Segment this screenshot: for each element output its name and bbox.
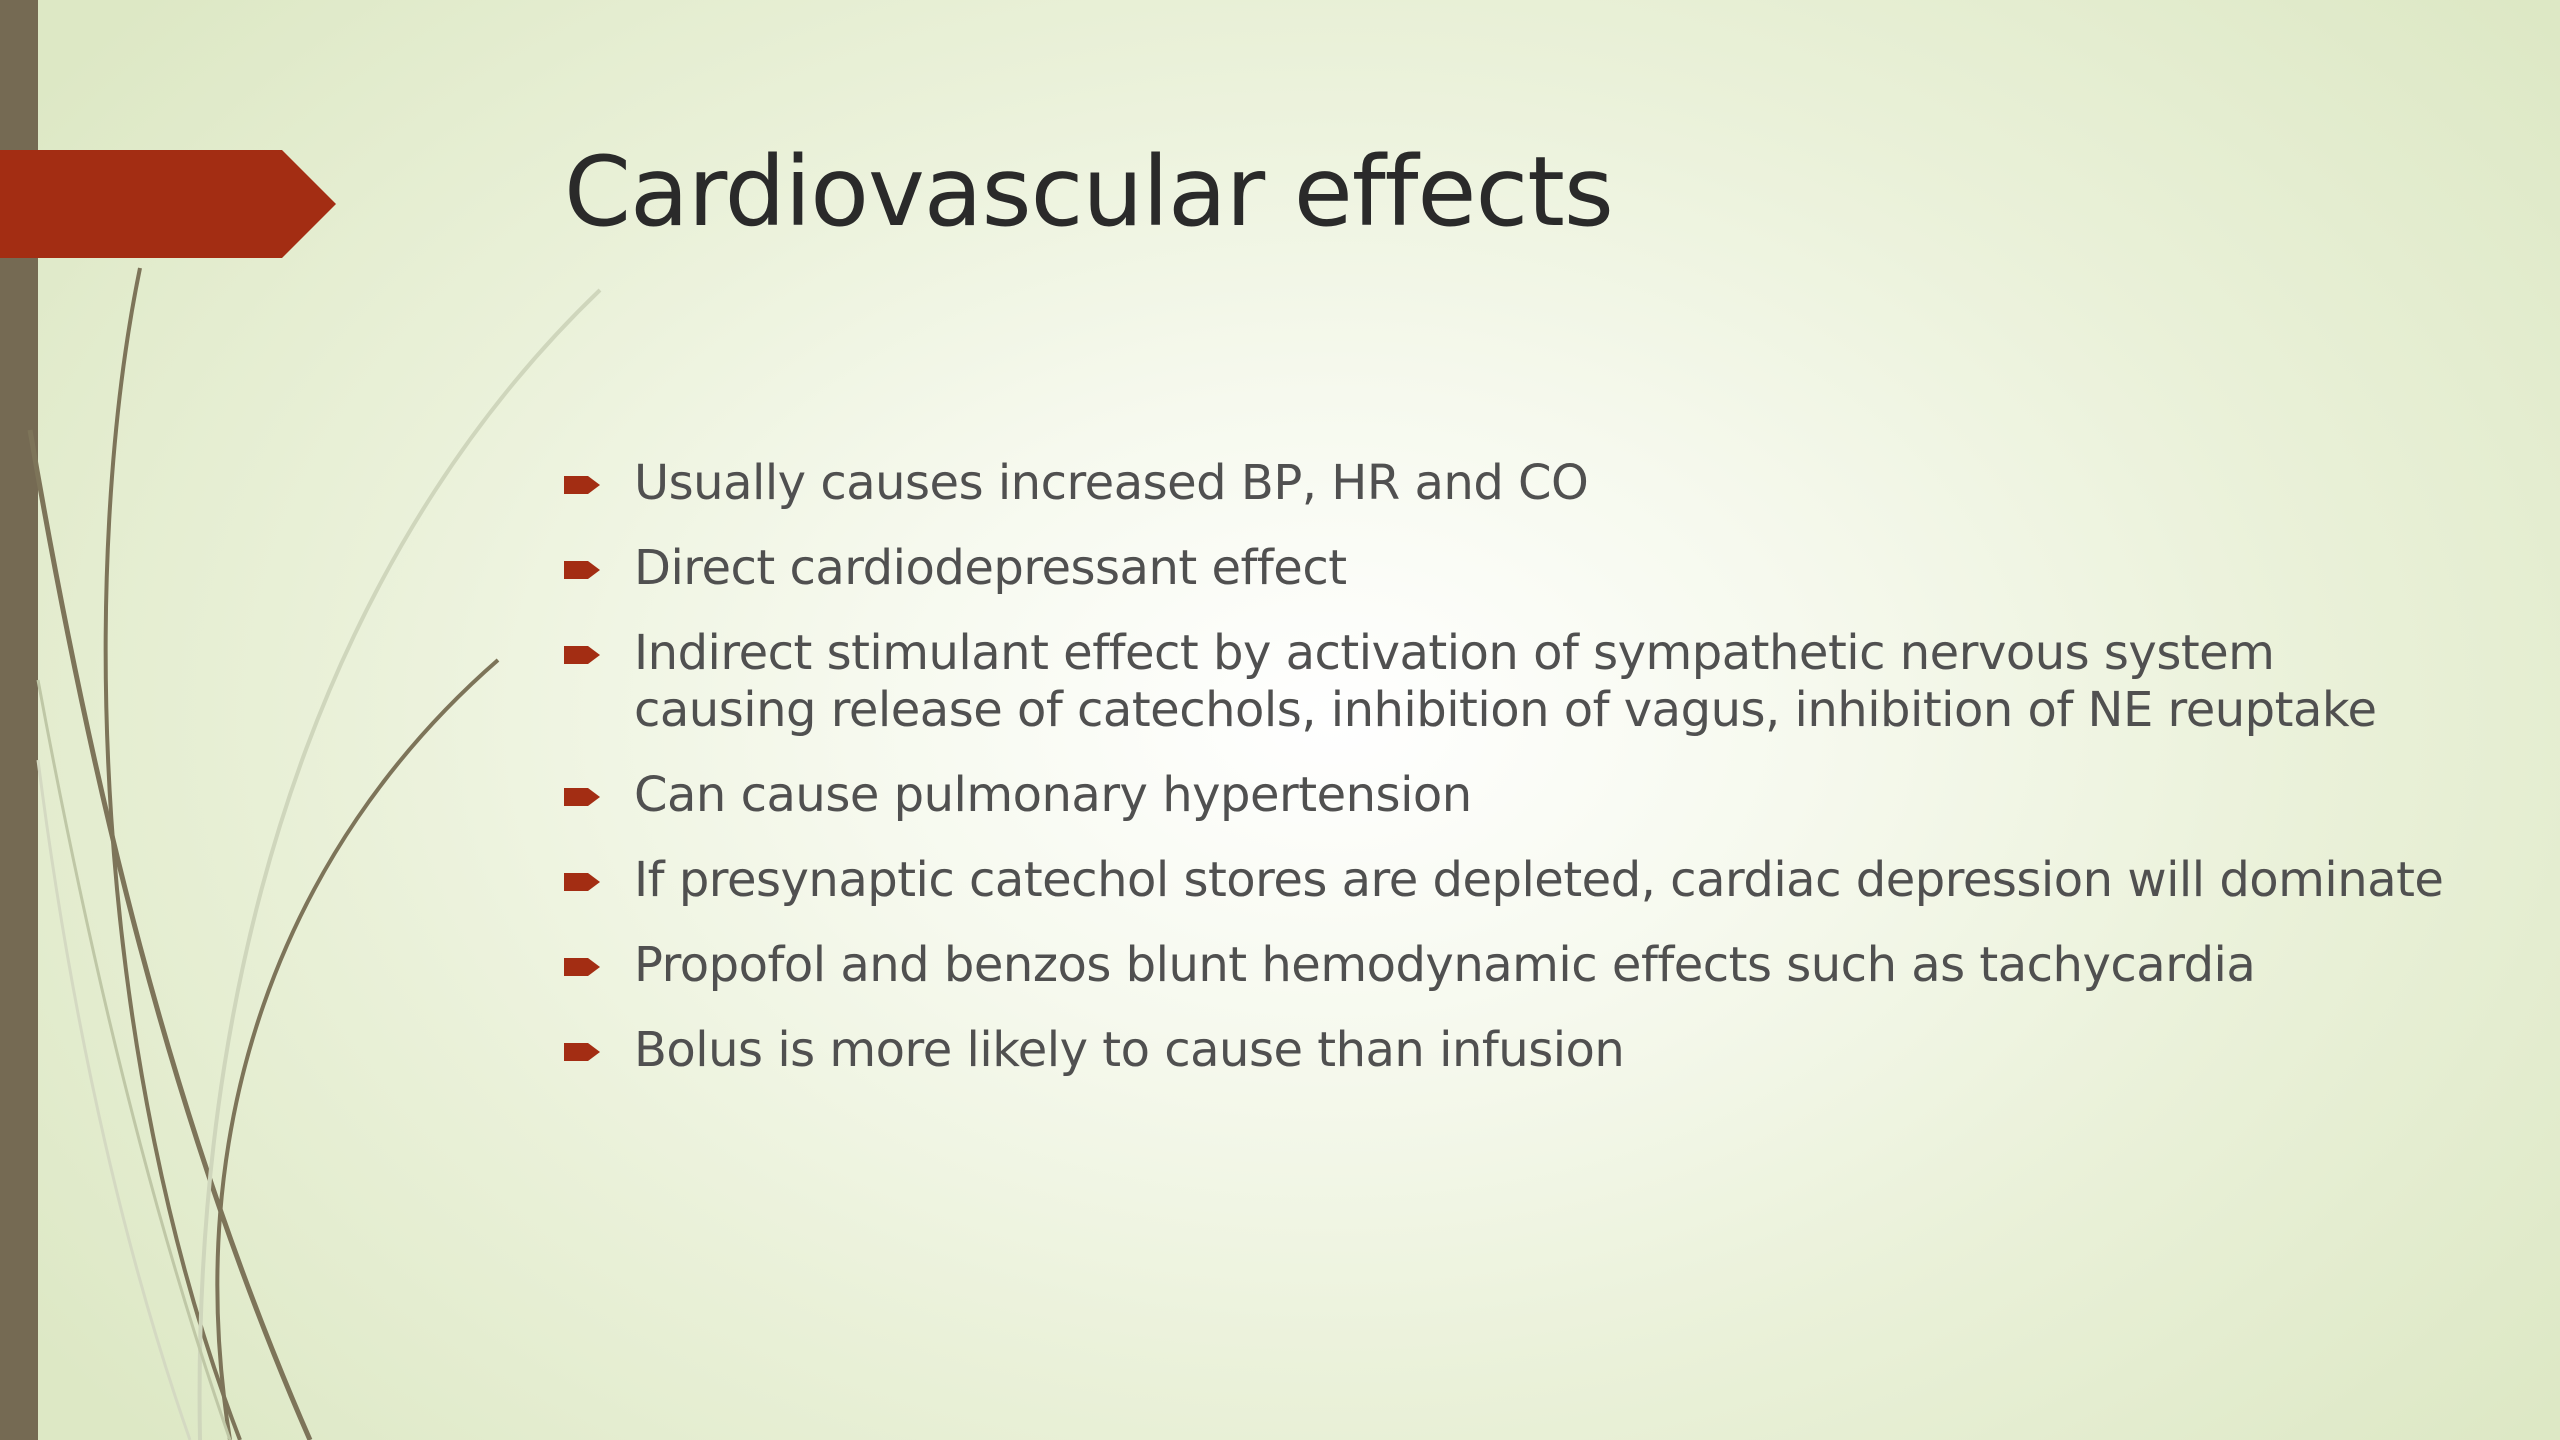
bullet-item bbox=[564, 455, 2464, 512]
bullet-text: Direct cardiodepressant effect bbox=[634, 540, 1347, 596]
bullet-item bbox=[564, 625, 2464, 739]
grass-line bbox=[200, 290, 600, 1440]
bullet-item bbox=[564, 937, 2464, 994]
arrow-bullet-icon bbox=[564, 871, 604, 893]
bullet-item bbox=[564, 1022, 2464, 1079]
bullet-item bbox=[564, 852, 2464, 909]
bullet-item bbox=[564, 767, 2464, 824]
title-arrow-shape bbox=[0, 150, 340, 258]
arrow-bullet-icon bbox=[564, 956, 604, 978]
bullet-text: Propofol and benzos blunt hemodynamic effects such as tachycardia bbox=[634, 937, 2256, 993]
bullet-text: Indirect stimulant effect by activation of sympathetic nervous system causing release of catechols, inhibition of vagus, inhibition of NE reuptake bbox=[634, 625, 2377, 738]
arrow-bullet-icon bbox=[564, 1041, 604, 1063]
arrow-bullet-icon bbox=[564, 559, 604, 581]
bullet-text: If presynaptic catechol stores are depleted, cardiac depression will dominate bbox=[634, 852, 2444, 908]
bullet-list bbox=[564, 455, 2464, 1107]
grass-line bbox=[30, 430, 310, 1440]
bullet-text: Can cause pulmonary hypertension bbox=[634, 767, 1472, 823]
arrow-bullet-icon bbox=[564, 474, 604, 496]
slide-title: Cardiovascular effects bbox=[564, 136, 1613, 248]
bullet-item bbox=[564, 540, 2464, 597]
arrow-bullet-icon bbox=[564, 644, 604, 666]
bullet-text: Bolus is more likely to cause than infusion bbox=[634, 1022, 1625, 1078]
arrow-bullet-icon bbox=[564, 786, 604, 808]
bullet-text: Usually causes increased BP, HR and CO bbox=[634, 455, 1589, 511]
